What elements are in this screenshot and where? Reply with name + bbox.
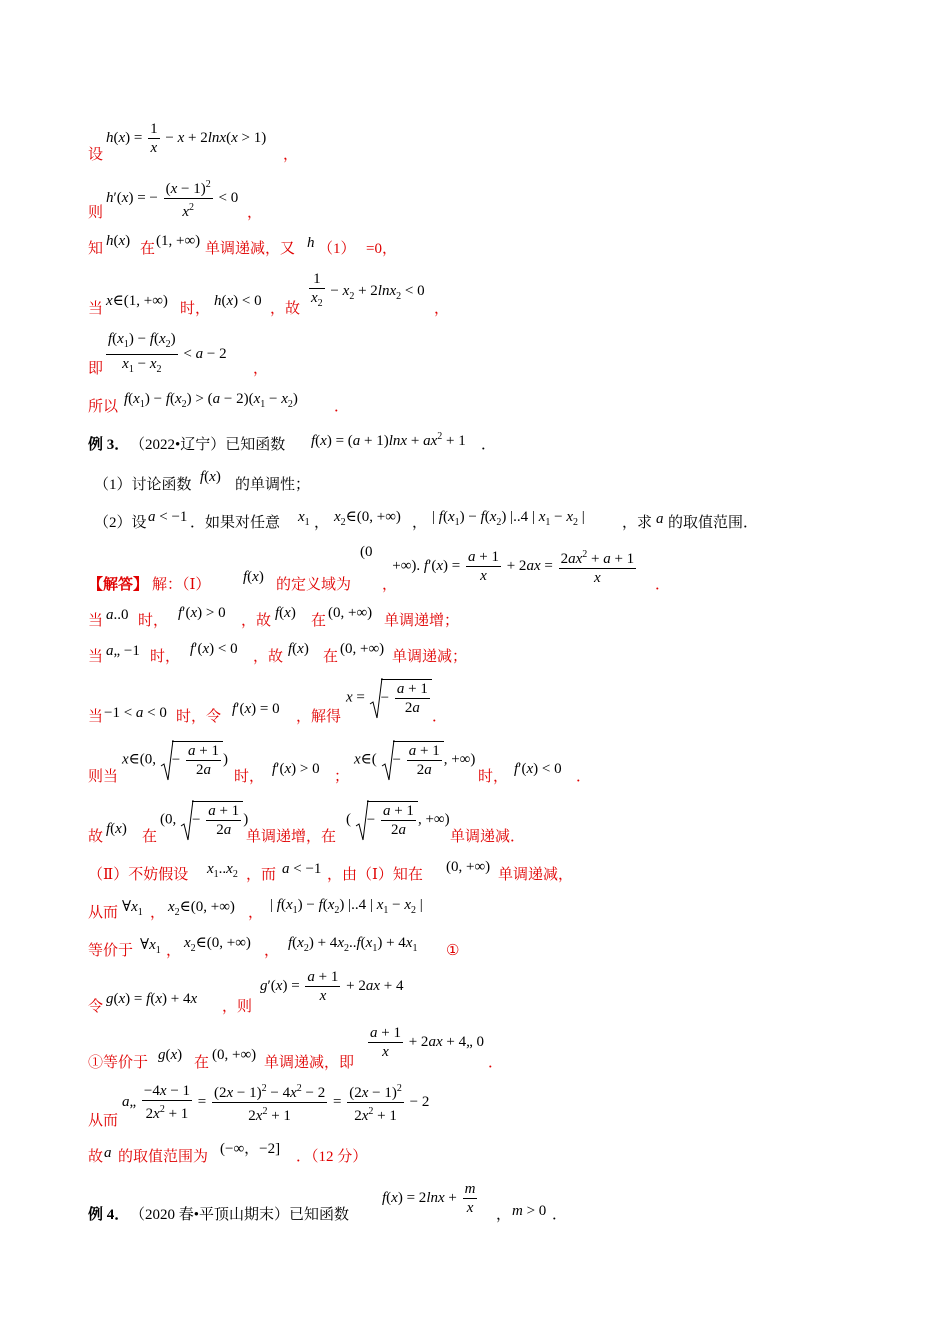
math-h-prime: h′(x) = − $\frac{(x - 1)^2}{x^2}$ < 0 <box>106 176 238 221</box>
math-domain-derivative: (0 +∞). f′(x) = $\frac{a + 1}{x}$ + 2ax = $\frac{2ax^2 + a + 1}{x}$ <box>360 543 635 586</box>
text: 知 <box>88 241 104 257</box>
text: ， <box>314 515 330 531</box>
math-root: x = − $\frac{a + 1}{2a}$ <box>346 676 432 720</box>
text: ，故 <box>270 301 301 317</box>
math-hx-lt: h(x) < 0 <box>214 293 262 309</box>
text: 当 <box>88 649 104 665</box>
math-interval: (1, +∞) <box>156 233 201 249</box>
text: 的取值范围为 <box>118 1149 209 1165</box>
text: 故 <box>88 829 104 845</box>
text: 当 <box>88 613 104 629</box>
math: a..0 <box>106 607 129 623</box>
text: ，则 <box>222 999 253 1015</box>
math: $x_2\in(0$, +∞) <box>168 899 235 918</box>
text: 当 <box>88 301 104 317</box>
math-h: h <box>307 235 315 251</box>
text: ，而 <box>246 867 277 883</box>
text: 等价于 <box>88 943 134 959</box>
text-comma: ， <box>283 147 299 163</box>
text: 时， <box>478 769 509 785</box>
circled-1: ① <box>446 943 460 959</box>
math-x1: $x_1$ <box>298 509 310 528</box>
text: 则当 <box>88 769 119 785</box>
math: a„ −1 <box>106 643 140 659</box>
text: ，故 <box>241 613 272 629</box>
example-4-text: （2020 春•平顶山期末）已知函数 <box>130 1207 350 1223</box>
math: f′(x) > 0 <box>178 605 226 621</box>
math-x-in: x∈(1, +∞) <box>106 293 168 309</box>
text: 时， <box>180 301 211 317</box>
text: ①等价于 <box>88 1055 149 1071</box>
text: =0， <box>366 241 397 257</box>
text: ． <box>334 399 350 415</box>
math: x∈( − $\frac{a + 1}{2a}$ , +∞) <box>354 738 475 782</box>
text: ，故 <box>253 649 284 665</box>
text: ． <box>488 1055 504 1071</box>
math: f(x) <box>275 605 296 621</box>
math: $\forall x_1$ <box>140 937 161 956</box>
math: $x_1..x_2$ <box>207 861 238 880</box>
text: ， <box>496 1207 512 1223</box>
math: f′(x) < 0 <box>190 641 238 657</box>
text: 单调递增； <box>384 613 460 629</box>
text: 单调递减； <box>392 649 468 665</box>
text: 的定义域为 <box>276 577 352 593</box>
math: m > 0 <box>512 1203 547 1219</box>
text: 在 <box>323 649 339 665</box>
math: $\frac{a + 1}{x}$ + 2ax + 4„ 0 <box>370 1025 484 1060</box>
example-3-text: （2022•辽宁）已知函数 <box>130 437 286 453</box>
text: ， <box>166 943 182 959</box>
text: ，解得 <box>296 709 342 725</box>
math-hx: h(x) <box>106 233 131 249</box>
text: 令 <box>88 999 104 1015</box>
text: 单调递减． <box>450 829 526 845</box>
text: ，求 <box>622 515 653 531</box>
math: g′(x) = $\frac{a + 1}{x}$ + 2ax + 4 <box>260 969 404 1004</box>
math: g(x) = f(x) + 4x <box>106 991 198 1007</box>
text: 时， <box>150 649 181 665</box>
math: $f(x_2) + 4x_2..f(x_1) + 4x_1$ <box>288 935 418 954</box>
text: ． <box>576 769 592 785</box>
math: f′(x) > 0 <box>272 761 320 777</box>
math: f(x) <box>288 641 309 657</box>
text: 的单调性； <box>235 477 311 493</box>
example-3-title: 例 3． <box>88 437 130 453</box>
math: (−∞，−2] <box>220 1141 281 1157</box>
math-a-lt: a < −1 <box>148 509 188 525</box>
text: （Ⅱ）不妨假设 <box>88 867 189 883</box>
math: (0, − $\frac{a + 1}{2a}$ ) <box>160 798 248 842</box>
text: 故 <box>88 1149 104 1165</box>
math-a: a <box>656 511 664 527</box>
text: ． <box>481 437 497 453</box>
math-h-def: h(x) = $\frac{1}{x}$ − x + 2lnx(x > 1) <box>106 121 267 156</box>
math-ineq: $\frac{1}{x_2}$ − $x_2 + 2\ln x_2 < 0$ <box>311 271 425 309</box>
text: ． <box>655 577 671 593</box>
text: ，由（Ⅰ）知在 <box>327 867 423 883</box>
text: 解：（Ⅰ） <box>152 577 211 593</box>
text: 时， <box>138 613 169 629</box>
math-fx: f(x) <box>243 569 264 585</box>
text-ze: 则 <box>88 205 104 221</box>
math: (0, +∞) <box>446 859 491 875</box>
math-quotient: $\frac{f(x_1) - f(x_2)}{x_1 - x_2}$ < a − 2 <box>108 331 227 375</box>
text: 的取值范围． <box>668 515 759 531</box>
text: ， <box>264 943 280 959</box>
math-ex3-f: $f(x) = (a + 1)\ln x + ax^2 + 1$ <box>311 431 466 449</box>
text: 单调递减， <box>498 867 574 883</box>
math: −1 < a < 0 <box>104 705 167 721</box>
answer-label: 【解答】 <box>88 577 149 593</box>
math-x2-in: $x_2\in(0$, +∞) <box>334 509 401 528</box>
math: $\forall x_1$ <box>122 899 143 918</box>
math: g(x) <box>158 1047 183 1063</box>
math: x∈(0, − $\frac{a + 1}{2a}$ ) <box>122 738 228 782</box>
text: ．如果对任意 <box>190 515 281 531</box>
text: ， <box>150 905 166 921</box>
math: $x_2\in(0$, +∞) <box>184 935 251 954</box>
text: 即 <box>88 361 104 377</box>
text: ， <box>434 301 450 317</box>
text: 从而 <box>88 1113 119 1129</box>
text: ． <box>552 1207 568 1223</box>
text: 时， <box>234 769 265 785</box>
text: ， <box>248 905 264 921</box>
math-ex4-f: f(x) = 2lnx + $\frac{m}{x}$ <box>382 1181 476 1216</box>
text: 单调递减，又 <box>205 241 296 257</box>
text: 从而 <box>88 905 119 921</box>
math: ( − $\frac{a + 1}{2a}$ , +∞) <box>346 798 450 842</box>
text-comma: ， <box>247 205 263 221</box>
math: f′(x) < 0 <box>514 761 562 777</box>
text: 在 <box>140 241 156 257</box>
math: f(x) <box>106 821 127 837</box>
text: 时，令 <box>176 709 222 725</box>
text: ． <box>432 709 448 725</box>
math-abs-ineq: | $f(x_1) - f(x_2)$ |..4 | $x_1 - x_2$ | <box>432 509 585 528</box>
text: 当 <box>88 709 104 725</box>
text: 在 <box>194 1055 210 1071</box>
math: f′(x) = 0 <box>232 701 280 717</box>
math: a <box>104 1145 112 1161</box>
text: 在 <box>311 613 327 629</box>
math-chain: a„ $\frac{-4x - 1}{2x^2 + 1}$ = $\frac{(2x - 1)^2 - 4x^2 - 2}{2x^2 + 1}$ = $\frac{(2x - 1)^2}{2x^2 + 1}$ − 2 <box>122 1080 429 1125</box>
text: 单调递增，在 <box>246 829 337 845</box>
text: 所以 <box>88 399 119 415</box>
text: 单调递减，即 <box>264 1055 355 1071</box>
math: a < −1 <box>282 861 322 877</box>
text: （1） <box>318 241 356 257</box>
text-comma: ， <box>382 577 398 593</box>
math: | $f(x_1) - f(x_2)$ |..4 | $x_1 - x_2$ | <box>270 897 423 916</box>
math: (0, +∞) <box>328 605 373 621</box>
question-2: （2）设 <box>94 515 147 531</box>
text: ．（12 分） <box>296 1149 368 1165</box>
text: 在 <box>142 829 158 845</box>
question-1: （1）讨论函数 <box>94 477 192 493</box>
example-4-title: 例 4． <box>88 1207 130 1223</box>
math: (0, +∞) <box>212 1047 257 1063</box>
text-she: 设 <box>88 147 104 163</box>
text: ， <box>412 515 428 531</box>
math-conclusion: $f(x_1) - f(x_2) > (a - 2)(x_1 - x_2)$ <box>124 391 298 410</box>
text: ； <box>334 769 350 785</box>
math: (0, +∞) <box>340 641 385 657</box>
text: ， <box>253 361 269 377</box>
math-fx: f(x) <box>200 469 221 485</box>
